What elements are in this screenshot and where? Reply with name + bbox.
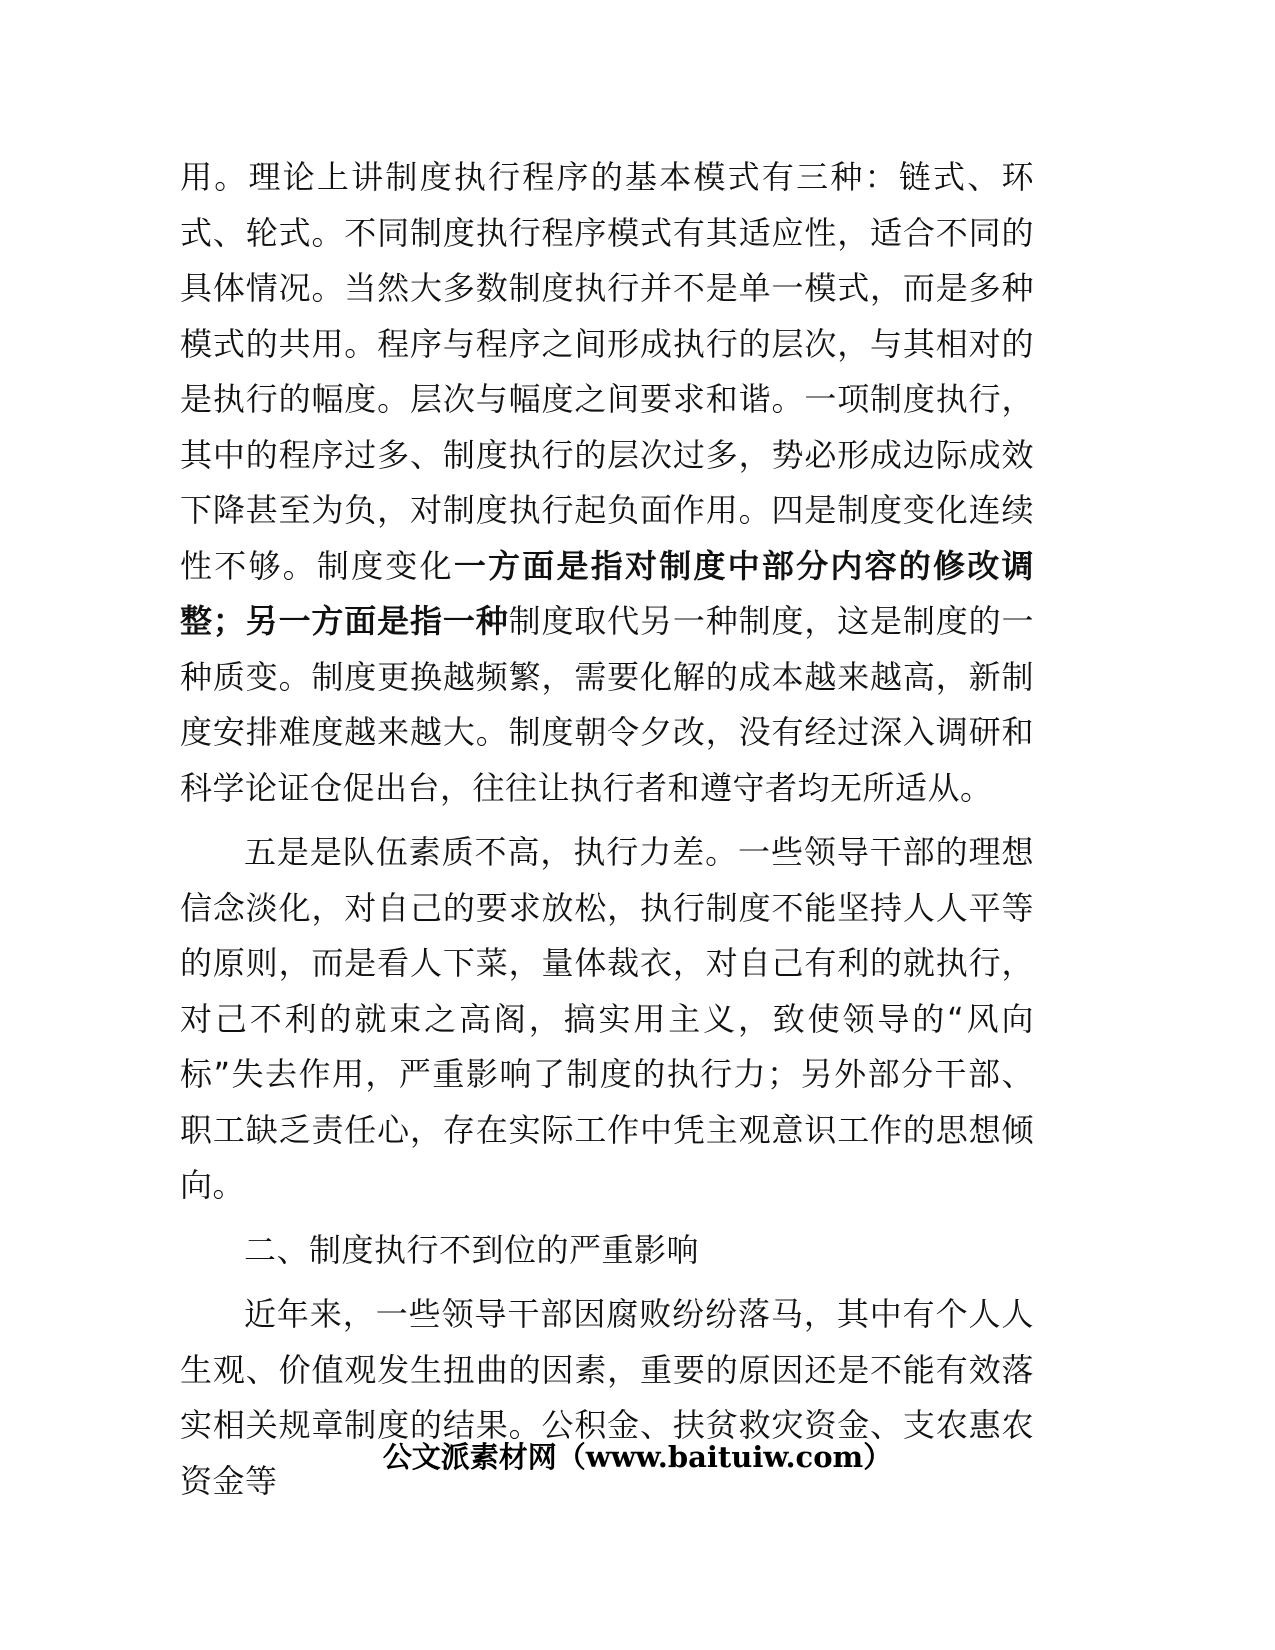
text-run: 近年来，一些领导干部因腐败纷纷落马，其中有个人人生观、价值观发生扭曲的因素，重要的原因还是不能有效落实相关规章制度的结果。公积金、扶贫救灾资金、支农惠农资金等 bbox=[180, 1295, 1034, 1500]
text-run: 制度取代另一种制度，这是制度的一种质变。制度更换越频繁，需要化解的成本越来越高，新制度安排难度越来越大。制度朝令夕改，没有经过深入调研和科学论证仓促出台，往往让执行者和遵守者均无所适从。 bbox=[180, 602, 1034, 807]
heading-text: 二、制度执行不到位的严重影响 bbox=[244, 1230, 700, 1269]
text-run-bold: 一方面是指对制度中部分内容的修改调整；另一方面是指一种 bbox=[180, 546, 1034, 640]
paragraph-procedure-modes bbox=[180, 150, 1034, 816]
text-run: 五是是队伍素质不高，执行力差。一些领导干部的理想信念淡化，对自己的要求放松，执行制度不能坚持人人平等的原则，而是看人下菜，量体裁衣，对自己有利的就执行，对己不利的就束之高阁，搞实用主义，致使领导的“风向标”失去作用，严重影响了制度的执行力；另外部分干部、职工缺乏责任心，存在实际工作中凭主观意识工作的思想倾向。 bbox=[180, 833, 1034, 1204]
section-heading bbox=[180, 1223, 1034, 1279]
document-body bbox=[180, 150, 1034, 1509]
footer-watermark: 公文派素材网（www.baituiw.com） bbox=[382, 1440, 893, 1474]
text-run: 用。理论上讲制度执行程序的基本模式有三种：链式、环式、轮式。不同制度执行程序模式有其适应性，适合不同的具体情况。当然大多数制度执行并不是单一模式，而是多种模式的共用。程序与程序之间形成执行的层次，与其相对的是执行的幅度。层次与幅度之间要求和谐。一项制度执行，其中的程序过多、制度执行的层次过多，势必形成边际成效下降甚至为负，对制度执行起负面作用。四是制度变化连续性不够。制度变化 bbox=[180, 158, 1034, 585]
paragraph-team-quality bbox=[180, 825, 1034, 1214]
